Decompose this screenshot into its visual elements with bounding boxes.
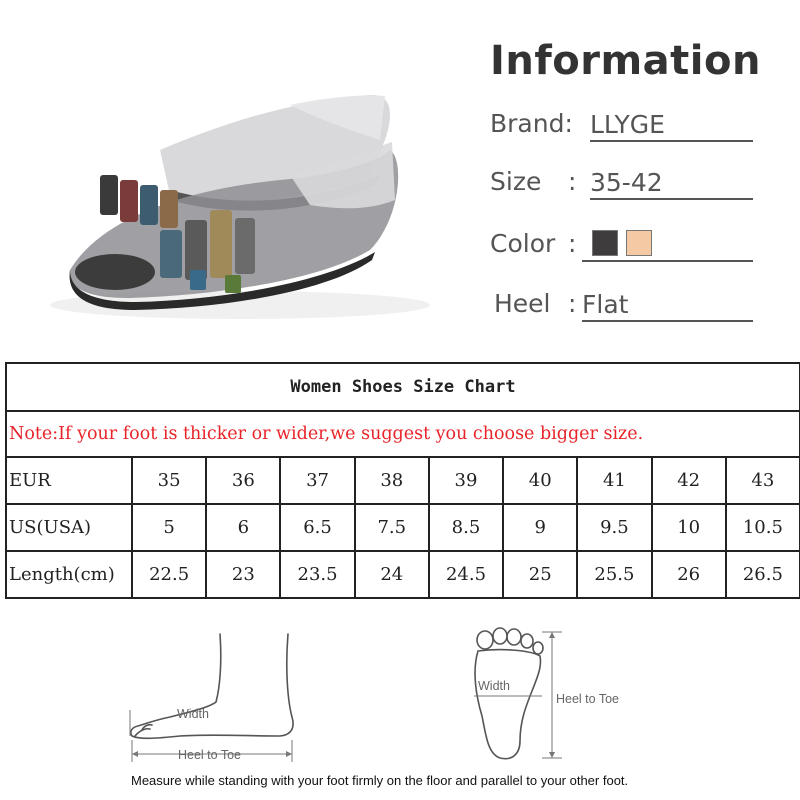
table-cell: 38 [355, 457, 429, 504]
table-cell: 22.5 [132, 551, 206, 598]
table-cell: 24.5 [429, 551, 503, 598]
table-cell: 37 [280, 457, 354, 504]
info-row-color [490, 222, 760, 262]
table-cell: 24 [355, 551, 429, 598]
color-colon: : [568, 229, 577, 258]
info-row-size [490, 160, 760, 200]
table-cell: 43 [726, 457, 800, 504]
info-row-brand [490, 102, 760, 142]
side-length-label: Heel to Toe [178, 748, 242, 762]
table-cell: 41 [577, 457, 651, 504]
table-cell: 25 [503, 551, 577, 598]
size-chart-table [5, 362, 800, 599]
size-chart-note-row [6, 411, 800, 457]
color-label: Color [490, 229, 556, 258]
table-cell: 35 [132, 457, 206, 504]
brand-label: Brand: [490, 109, 573, 138]
size-label: Size [490, 167, 542, 196]
heel-value: Flat [582, 290, 753, 322]
table-cell: 10.5 [726, 504, 800, 551]
top-width-label: Width [478, 679, 510, 693]
table-cell: 36 [206, 457, 280, 504]
table-row-length [6, 551, 800, 598]
table-cell: 9.5 [577, 504, 651, 551]
side-foot-outline [131, 634, 293, 738]
row-label-length: Length(cm) [6, 551, 132, 598]
measure-instruction: Measure while standing with your foot firmly on the floor and parallel to your other foot. [131, 773, 629, 788]
product-sandal-image [40, 80, 450, 330]
row-label-us: US(USA) [6, 504, 132, 551]
table-cell: 6.5 [280, 504, 354, 551]
row-label-eur: EUR [6, 457, 132, 504]
table-row-us [6, 504, 800, 551]
size-colon: : [568, 167, 577, 196]
size-chart-note: Note:If your foot is thicker or wider,we suggest you choose bigger size. [6, 411, 800, 457]
color-swatch-black [592, 230, 618, 256]
top-foot-outline [475, 650, 540, 759]
table-cell: 23.5 [280, 551, 354, 598]
table-cell: 40 [503, 457, 577, 504]
table-cell: 26 [652, 551, 726, 598]
heel-label: Heel [494, 289, 551, 318]
table-cell: 6 [206, 504, 280, 551]
side-foot-diagram [120, 632, 310, 767]
info-row-heel [490, 282, 760, 322]
table-cell: 26.5 [726, 551, 800, 598]
table-cell: 7.5 [355, 504, 429, 551]
table-cell: 23 [206, 551, 280, 598]
brand-value: LLYGE [590, 110, 753, 142]
info-title: Information [490, 38, 761, 84]
top-length-label: Heel to Toe [556, 692, 620, 706]
table-cell: 10 [652, 504, 726, 551]
table-cell: 5 [132, 504, 206, 551]
side-width-label: Width [177, 707, 209, 721]
top-foot-diagram [460, 626, 660, 766]
table-cell: 8.5 [429, 504, 503, 551]
size-chart-title-row [6, 363, 800, 411]
table-cell: 39 [429, 457, 503, 504]
table-cell: 9 [503, 504, 577, 551]
size-chart-title: Women Shoes Size Chart [6, 363, 800, 411]
table-cell: 25.5 [577, 551, 651, 598]
size-value: 35-42 [590, 168, 753, 200]
table-cell: 42 [652, 457, 726, 504]
color-swatch-beige [626, 230, 652, 256]
heel-colon: : [568, 289, 577, 318]
table-row-eur [6, 457, 800, 504]
